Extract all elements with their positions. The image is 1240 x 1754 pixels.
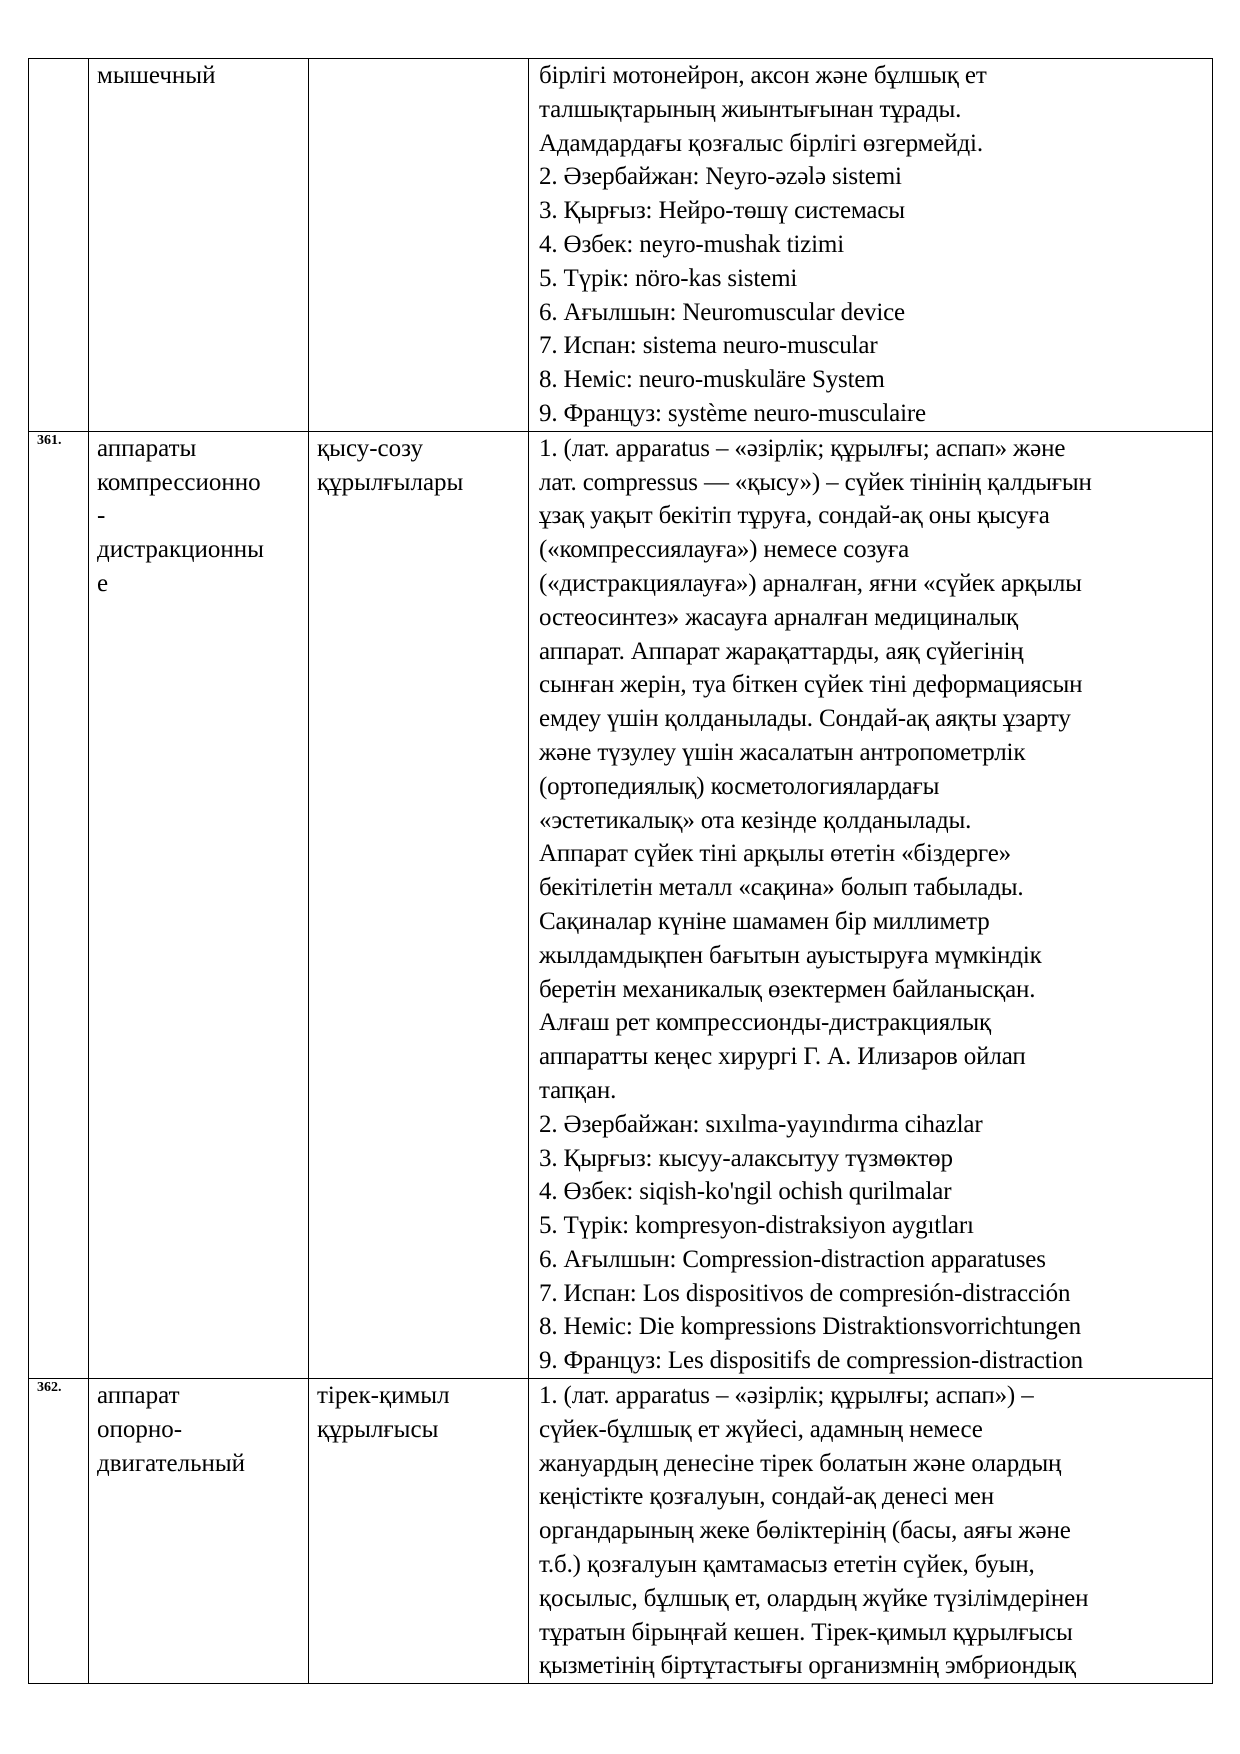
text-line: 1. (лат. apparatus – «әзірлік; құрылғы; аспап») – [539,1382,1034,1410]
text-line: қосылыс, бұлшық ет, олардың жүйке түзілімдерінен [539,1584,1089,1612]
text-line: талшықтарының жиынтығынан тұрады. [539,95,962,123]
text-line: қызметінің біртұтастығы организмнің эмбриондық [539,1652,1076,1680]
text-line: 3. Қырғыз: Нейро-төшү системасы [539,197,905,225]
text-line: Алғаш рет компрессионды-дистракциялық [539,1009,992,1037]
text-line: аппарат [97,1382,180,1410]
text-line: е [97,569,109,597]
text-line: бірлігі мотонейрон, аксон және бұлшық ет [539,62,987,89]
definition-cell [529,431,1213,1378]
text-line: бекітілетін металл «сақина» болып табылады. [539,874,1024,902]
text-line: 5. Түрік: nöro-kas sistemi [539,264,798,292]
text-line: - [97,502,106,530]
text-line: 5. Түрік: kompresyon-distraksiyon aygıtları [539,1212,974,1240]
text-line: «эстетикалық» ота кезінде қолданылады. [539,806,972,834]
text-line: беретін механикалық өзектермен байланысқан. [539,975,1036,1003]
text-line: 8. Неміс: Die kompressions Distraktionsvorrichtungen [539,1313,1081,1341]
text-line: тапқан. [539,1076,617,1104]
text-line: 9. Француз: Les dispositifs de compression-distraction [539,1347,1084,1375]
text-line: органдарының жеке бөліктерінің (басы, аяғы және [539,1517,1071,1545]
text-line: жылдамдықпен бағытын ауыстыруға мүмкіндік [539,941,1042,969]
text-line: кеңістікте қозғалуын, сондай-ақ денесі мен [539,1483,994,1511]
text-line: Сақиналар күніне шамамен бір миллиметр [539,907,990,935]
table-row [29,59,1213,432]
text-line: 4. Өзбек: siqish-ko'ngil ochish qurilmalar [539,1178,952,1206]
text-line: опорно- [97,1415,183,1443]
text-line: ұзақ уақыт бекітіп тұруға, сондай-ақ оны қысуға [539,502,1050,530]
text-line: 4. Өзбек: neyro-mushak tizimi [539,230,845,258]
russian-term-cell [89,1379,309,1684]
text-line: т.б.) қозғалуын қамтамасыз ететін сүйек, буын, [539,1551,1035,1579]
text-line: 1. (лат. apparatus – «әзірлік; құрылғы; аспап» және [539,434,1066,462]
text-line: құрылғылары [317,468,464,496]
text-line: мышечный [97,62,216,89]
text-line: дистракционны [97,536,264,564]
text-line: 6. Ағылшын: Neuromuscular device [539,298,906,326]
text-line: сүйек-бұлшық ет жүйесі, адамның немесе [539,1415,983,1443]
text-line: тұратын бірыңғай кешен. Тірек-қимыл құрылғысы [539,1618,1073,1646]
text-line: 7. Испан: sistema neuro-muscular [539,332,878,360]
table-row [29,1379,1213,1684]
text-line: 6. Ағылшын: Compression-distraction apparatuses [539,1245,1046,1273]
text-line: 3. Қырғыз: кысуу-алаксытуу түзмөктөр [539,1144,953,1172]
text-line: («дистракциялауға») арналған, яғни «сүйек арқылы [539,569,1082,597]
dictionary-table [28,58,1213,1684]
text-line: Аппарат сүйек тіні арқылы өтетін «біздерге» [539,840,1012,868]
kazakh-term-cell [309,431,529,1378]
text-line: лат. compressus — «қысу») – сүйек тінінің қалдығын [539,468,1092,496]
entry-number [29,59,89,432]
text-line: сынған жерін, туа біткен сүйек тіні деформациясын [539,671,1083,699]
text-line: 2. Әзербайжан: Neyro-əzələ sistemi [539,163,902,191]
text-line: остеосинтез» жасауға арналған медициналық [539,603,1019,631]
text-line: емдеу үшін қолданылады. Сондай-ақ аяқты ұзарту [539,705,1071,733]
text-line: құрылғысы [317,1415,439,1443]
text-line: және түзулеу үшін жасалатын антропометрлік [539,738,1026,766]
text-line: (ортопедиялық) косметологиялардағы [539,772,940,800]
russian-term-cell [89,59,309,432]
text-line: аппарат. Аппарат жарақаттарды, аяқ сүйегінің [539,637,1024,665]
table-row [29,431,1213,1378]
text-line: жануардың денесіне тірек болатын және олардың [539,1449,1062,1477]
entry-number: 362. [29,1379,89,1684]
text-line: 9. Француз: système neuro-musculaire [539,399,926,427]
text-line: 8. Неміс: neuro-muskuläre System [539,366,885,394]
text-line: аппаратты кеңес хирургі Г. А. Илизаров ойлап [539,1043,1026,1071]
entry-number: 361. [29,431,89,1378]
text-line: 7. Испан: Los dispositivos de compresión-distracción [539,1279,1071,1307]
kazakh-term-cell [309,1379,529,1684]
text-line: аппараты [97,434,197,462]
text-line: («компрессиялауға») немесе созуға [539,536,910,564]
text-line: 2. Әзербайжан: sıxılma-yayındırma cihazlar [539,1110,983,1138]
text-line: компрессионно [97,468,261,496]
definition-cell [529,59,1213,432]
text-line: двигательный [97,1449,246,1477]
text-line: Адамдардағы қозғалыс бірлігі өзгермейді. [539,129,983,157]
definition-cell [529,1379,1213,1684]
kazakh-term-cell [309,59,529,432]
text-line: тірек-қимыл [317,1382,450,1410]
text-line: қысу-созу [317,434,423,462]
russian-term-cell [89,431,309,1378]
